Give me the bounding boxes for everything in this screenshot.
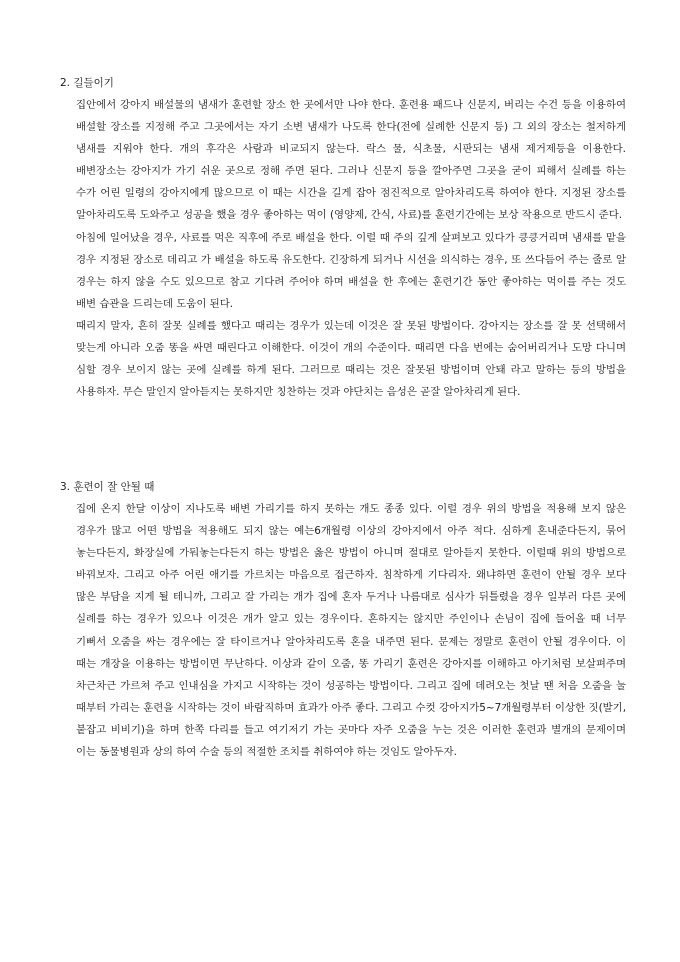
section-training-trouble [60,480,626,763]
section-body [76,94,626,403]
paragraph: 집안에서 강아지 배설물의 냄새가 훈련할 장소 한 곳에서만 나야 한다. 훈련용 패드나 신문지, 버리는 수건 등을 이용하여 배설할 장소를 지정해 주고 그곳에서는 자기 소변 냄새가 나도록 한다(전에 실례한 신문지 등) 그 외의 장소는 철저하게 냄새를 지워야 한다. 개의 후각은 사람과 비교되지 않는다. 락스 물, 식초물, 시판되는 냄새 제거제등을 이용한다. 배변장소는 강아지가 가기 쉬운 곳으로 정해 주면 된다. 그러나 신문지 등을 깔아주면 그곳을 굳이 피해서 실례를 하는 수가 어린 일령의 강아지에게 많으므로 이 때는 시간을 길게 잡아 점진적으로 알아차리도록 하여야 한다. 지정된 장소를 알아차리도록 도와주고 성공을 했을 경우 좋아하는 먹이 (영양제, 간식, 사료)를 훈련기간에는 보상 작용으로 반드시 준다. [76,99,626,222]
paragraph: 집에 온지 한달 이상이 지나도록 배변 가리기를 하지 못하는 개도 종종 있다. 이럴 경우 위의 방법을 적용해 보지 않은 경우가 많고 어떤 방법을 적용해도 되지 않는 예는6개월령 이상의 강아지에서 아주 적다. 심하게 혼내준다든지, 묶어 놓는다든지, 화장실에 가둬놓는다든지 하는 방법은 옳은 방법이 아니며 절대로 알아듣지 못한다. 이럴때 위의 방법으로 바꿔보자. 그리고 아주 어린 애기를 가르치는 마음으로 접근하자. 침착하게 기다리자. 왜냐하면 훈련이 안될 경우 보다 많은 부담을 지게 될 테니까, 그리고 잘 가리는 개가 집에 혼자 두거나 나름대로 심사가 뒤틀렸을 경우 일부러 다른 곳에 실례를 하는 경우가 있으나 이것은 개가 알고 있는 경우이다. 흔하지는 않지만 주인이나 손님이 집에 들어올 때 너무 기뻐서 오줌을 싸는 경우에는 잘 타이르거나 알아차리도록 혼을 내주면 된다. 문제는 정말로 훈련이 안될 경우이다. 이 때는 개장을 이용하는 방법이면 무난하다. 이상과 같이 오줌, 똥 가리기 훈련은 강아지를 이해하고 아기처럼 보살펴주며 차근차근 가르쳐 주고 인내심을 가지고 시작하는 것이 성공하는 방법이다. 그리고 집에 데려오는 첫날 땐 처음 오줌을 눌 때부터 가리는 훈련을 시작하는 것이 바람직하며 효과가 아주 좋다. 그리고 수컷 강아지가5~7개월령부터 이상한 짓(발기, 붙잡고 비비기)을 하며 한쪽 다리를 들고 여기저기 가는 곳마다 자주 오줌을 누는 것은 이러한 훈련과 별개의 문제이며 이는 동물병원과 상의 하여 수술 등의 적절한 조치를 취하여야 하는 것임도 알아두자. [76,503,626,759]
section-body [76,498,626,763]
section-housetraining [60,76,626,403]
paragraph: 때리지 말자, 흔히 잘못 실례를 했다고 때리는 경우가 있는데 이것은 잘 못된 방법이다. 강아지는 장소를 잘 못 선택해서 맞는게 아니라 오줌 똥을 싸면 때린다고 이해한다. 이것이 개의 수준이다. 때리면 다음 번에는 숨어버리거나 도망 다니며 심할 경우 보이지 않는 곳에 실례를 하게 된다. 그러므로 때리는 것은 잘못된 방법이며 안돼 라고 말하는 등의 방법을 사용하자. 무슨 말인지 알아듣지는 못하지만 칭찬하는 것과 야단치는 음성은 곧잘 알아차리게 된다. [76,319,626,399]
section-heading: 2. 길들이기 [60,77,114,89]
paragraph: 아침에 일어났을 경우, 사료를 먹은 직후에 주로 배설을 한다. 이럴 때 주의 깊게 살펴보고 있다가 킁킁거리며 냄새를 맡을 경우 지정된 장소로 데리고 가 배설을 하도록 유도한다. 긴장하게 되거나 시선을 의식하는 경우, 또 쓰다듬어 주는 줄로 알 경우는 하지 않을 수도 있으므로 참고 기다려 주어야 하며 배설을 한 후에는 훈련기간 동안 좋아하는 먹이를 주는 것도 배변 습관을 드리는데 도움이 된다. [76,231,626,310]
section-heading: 3. 훈련이 잘 안될 때 [60,481,155,493]
